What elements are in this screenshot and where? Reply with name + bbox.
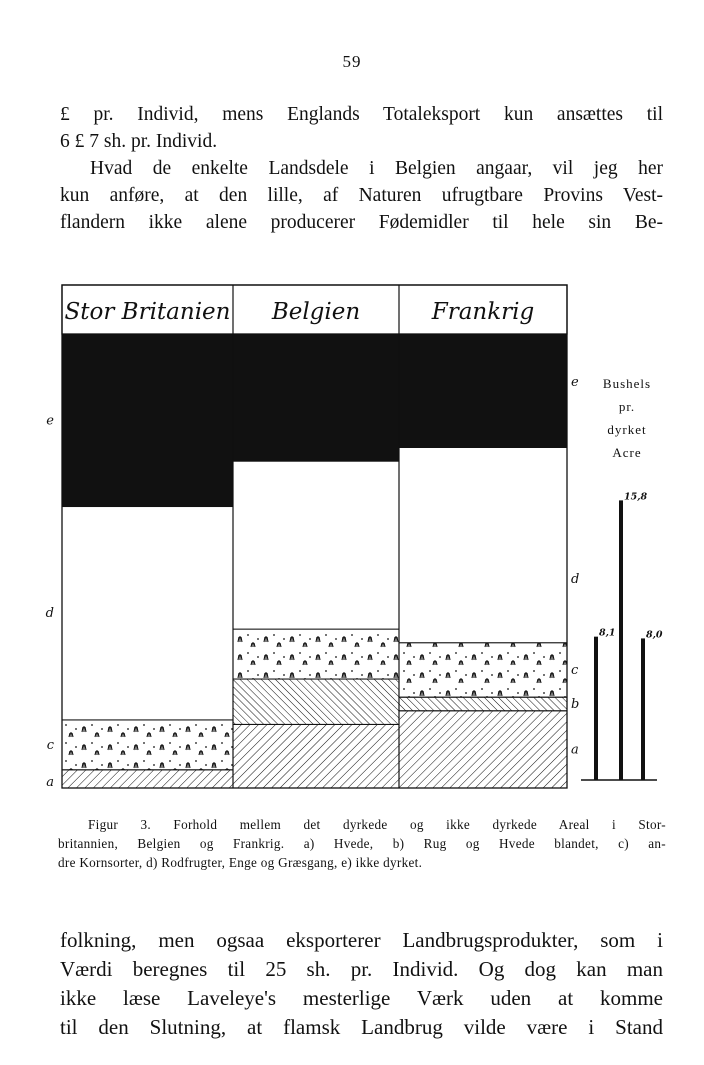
right-letter-d: d	[571, 572, 580, 587]
bottom-paragraph	[60, 926, 663, 1042]
text-line: flandern ikke alene producerer Fødemidler til hele sin Be-	[60, 212, 663, 233]
column-header-stor-britanien: Stor Britanien	[64, 299, 231, 325]
segment-a-stor-britanien	[62, 770, 233, 788]
caption-line: britannien, Belgien og Frankrig. a) Hvede, b) Rug og Hvede blandet, c) an-	[58, 836, 666, 851]
top-paragraph-2	[60, 155, 663, 236]
segment-d-belgien	[233, 461, 399, 629]
left-letter-d: d	[45, 606, 54, 622]
text-line: til den Slutning, at flamsk Landbrug vilde være i Stand	[60, 1015, 663, 1039]
page-number: 59	[342, 52, 362, 71]
side-label-line: pr.	[618, 399, 636, 414]
right-letter-a: a	[571, 742, 579, 758]
text-line: folkning, men ogsaa eksporterer Landbrugsprodukter, som i	[60, 928, 663, 952]
side-label-line: dyrket	[607, 422, 647, 437]
column-header-frankrig: Frankrig	[431, 299, 535, 325]
left-letter-c: c	[46, 737, 54, 753]
segment-c-belgien	[233, 629, 399, 679]
figure-caption	[58, 815, 666, 872]
text-line: £ pr. Individ, mens Englands Totaleksport kun ansættes til	[60, 104, 663, 125]
text-line: Værdi beregnes til 25 sh. pr. Individ. Og dog kan man	[60, 957, 663, 981]
segment-b-frankrig	[399, 697, 567, 711]
segment-e-stor-britanien	[62, 334, 233, 507]
right-letter-b: b	[571, 697, 580, 713]
segment-e-frankrig	[399, 334, 567, 448]
right-letter-e: e	[571, 375, 579, 390]
yield-bar	[619, 500, 623, 780]
yield-bar	[641, 638, 645, 780]
segment-a-frankrig	[399, 711, 567, 788]
left-letter-e: e	[46, 413, 54, 429]
top-paragraph-1	[60, 101, 663, 155]
text-line: ikke læse Laveleye's mesterlige Værk uden at komme	[60, 986, 663, 1010]
segment-e-belgien	[233, 334, 399, 461]
stacked-area-chart	[0, 270, 704, 800]
column-header-belgien: Belgien	[271, 299, 361, 325]
chart-layer	[46, 285, 663, 790]
side-label-line: Acre	[612, 445, 642, 460]
yield-bar-label: 15,8	[624, 491, 648, 503]
yield-bar-label: 8,1	[599, 627, 616, 639]
left-letter-a: a	[46, 775, 54, 790]
figure-3	[0, 270, 704, 800]
segment-a-belgien	[233, 724, 399, 788]
segment-c-stor-britanien	[62, 720, 233, 770]
segment-d-stor-britanien	[62, 507, 233, 720]
right-letter-c: c	[571, 662, 579, 678]
caption-line: Figur 3. Forhold mellem det dyrkede og ikke dyrkede Areal i Stor-	[88, 817, 666, 832]
side-label-line: Bushels	[602, 376, 652, 391]
segment-d-frankrig	[399, 448, 567, 643]
yield-bar	[594, 637, 598, 780]
segment-c-frankrig	[399, 643, 567, 697]
text-line: 6 £ 7 sh. pr. Individ.	[60, 131, 218, 152]
segment-b-belgien	[233, 679, 399, 724]
caption-line: dre Kornsorter, d) Rodfrugter, Enge og Græsgang, e) ikke dyrket.	[58, 855, 423, 870]
yield-bar-label: 8,0	[646, 629, 663, 641]
text-line: kun anføre, at den lille, af Naturen ufrugtbare Provins Vest-	[60, 185, 663, 206]
text-line: Hvad de enkelte Landsdele i Belgien angaar, vil jeg her	[90, 158, 663, 179]
